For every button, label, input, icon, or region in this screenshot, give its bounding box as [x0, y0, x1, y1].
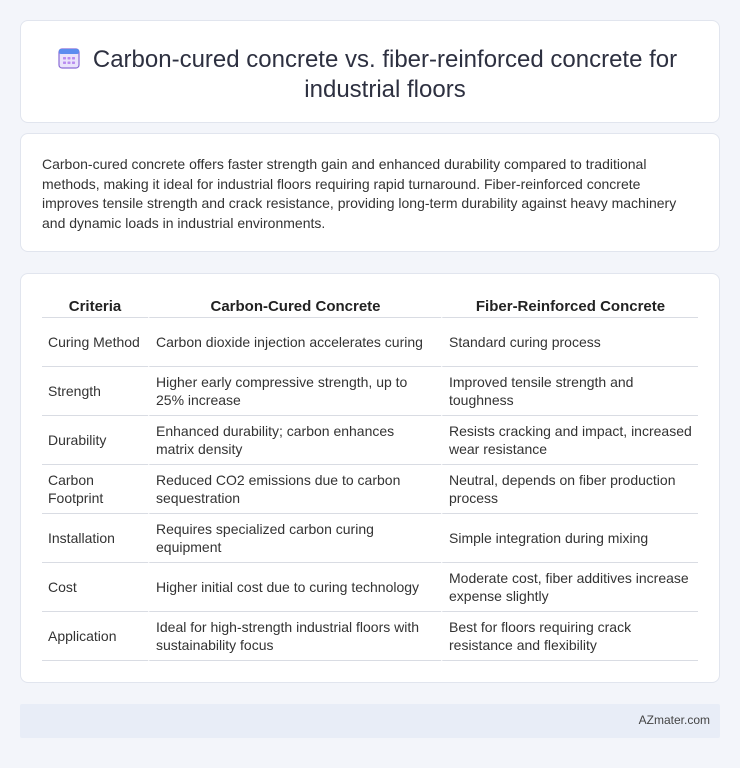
table-row	[42, 416, 698, 465]
summary-text: Carbon-cured concrete offers faster strength gain and enhanced durability compared to traditional methods, making it ideal for industrial floors requiring rapid turnaround. Fiber-reinforced concrete improves tensile strength and crack resistance, providing long-term durability against heavy machinery and dynamic loads in industrial environments.	[42, 156, 677, 231]
row-fiber-reinforced: Best for floors requiring crack resistance and flexibility	[441, 612, 698, 661]
comparison-table	[42, 296, 698, 661]
row-criteria: Carbon Footprint	[42, 465, 148, 514]
row-criteria: Strength	[42, 367, 148, 416]
header-fiber-reinforced: Fiber-Reinforced Concrete	[441, 296, 698, 318]
table-row	[42, 318, 698, 367]
title-card	[20, 20, 720, 123]
table-row	[42, 367, 698, 416]
row-carbon-cured: Higher early compressive strength, up to 25% increase	[148, 367, 441, 416]
header-criteria: Criteria	[42, 296, 148, 318]
row-criteria: Durability	[42, 416, 148, 465]
page-title: Carbon-cured concrete vs. fiber-reinforced concrete for industrial floors	[92, 46, 678, 103]
row-carbon-cured: Ideal for high-strength industrial floors with sustainability focus	[148, 612, 441, 661]
summary-card	[20, 133, 720, 252]
row-fiber-reinforced: Simple integration during mixing	[441, 514, 698, 563]
row-fiber-reinforced: Improved tensile strength and toughness	[441, 367, 698, 416]
table-row	[42, 514, 698, 563]
table-row	[42, 465, 698, 514]
row-carbon-cured: Higher initial cost due to curing technology	[148, 563, 441, 612]
header-carbon-cured: Carbon-Cured Concrete	[148, 296, 441, 318]
row-criteria: Application	[42, 612, 148, 661]
row-criteria: Curing Method	[42, 318, 148, 367]
row-fiber-reinforced: Resists cracking and impact, increased wear resistance	[441, 416, 698, 465]
row-carbon-cured: Enhanced durability; carbon enhances matrix density	[148, 416, 441, 465]
table-row	[42, 612, 698, 661]
row-fiber-reinforced: Neutral, depends on fiber production process	[441, 465, 698, 514]
row-carbon-cured: Reduced CO2 emissions due to carbon sequestration	[148, 465, 441, 514]
row-carbon-cured: Requires specialized carbon curing equipment	[148, 514, 441, 563]
row-carbon-cured: Carbon dioxide injection accelerates curing	[148, 318, 441, 367]
footer	[20, 704, 720, 738]
row-criteria: Installation	[42, 514, 148, 563]
row-criteria: Cost	[42, 563, 148, 612]
comparison-table-card	[20, 273, 720, 683]
table-header-row	[42, 296, 698, 318]
table-row	[42, 563, 698, 612]
row-fiber-reinforced: Standard curing process	[441, 318, 698, 367]
row-fiber-reinforced: Moderate cost, fiber additives increase expense slightly	[441, 563, 698, 612]
footer-site-link[interactable]: AZmater.com	[638, 713, 710, 727]
